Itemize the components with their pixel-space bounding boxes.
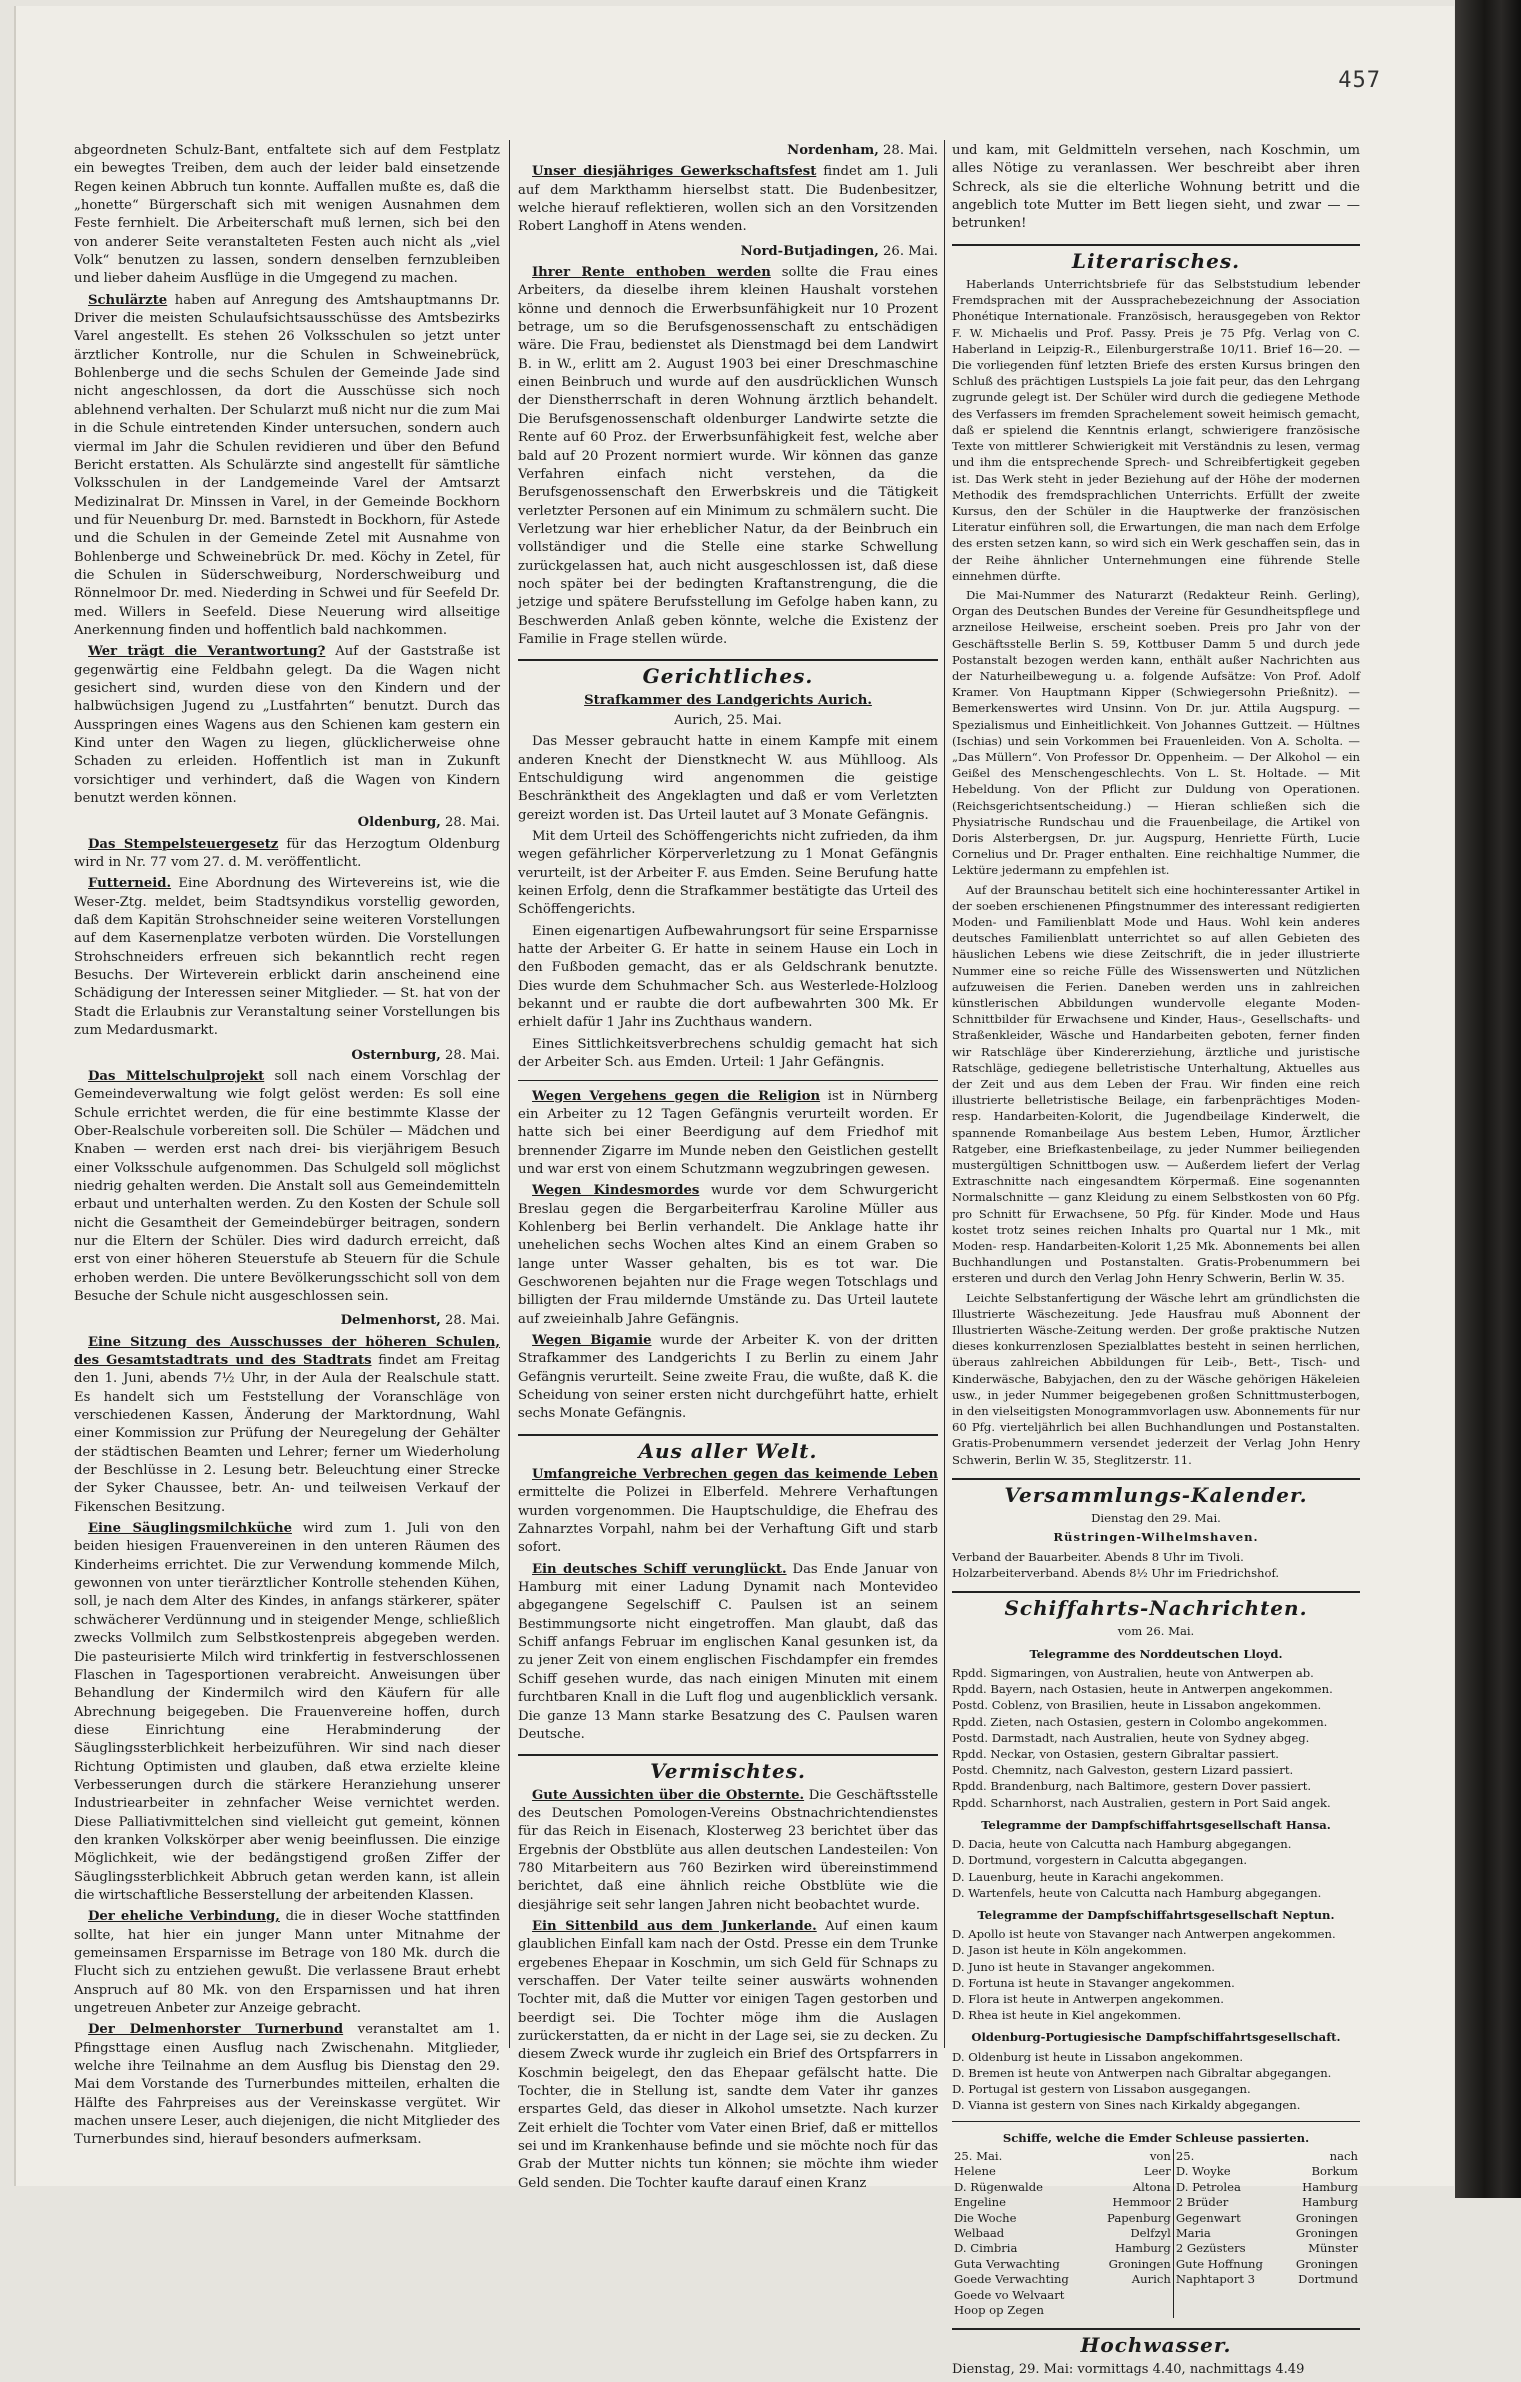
telegram-line: D. Vianna ist gestern von Sines nach Kirkaldy abgegangen. bbox=[952, 2098, 1301, 2113]
table-cell: D. Cimbria bbox=[954, 2241, 1018, 2256]
table-cell: D. Woyke bbox=[1175, 2164, 1231, 2179]
article-lead: Ein deutsches Schiff verunglückt. bbox=[532, 1561, 787, 1577]
table-cell: Welbaad bbox=[954, 2226, 1005, 2241]
calendar-date: Dienstag den 29. Mai. bbox=[1091, 1511, 1221, 1526]
locks-left-date: 25. Mai. bbox=[954, 2148, 1003, 2163]
column-3 bbox=[952, 142, 1360, 2382]
telegram-heading: Telegramme der Dampfschiffahrtsgesellschaft Hansa. bbox=[981, 1817, 1331, 1832]
telegram-heading: Oldenburg-Portugiesische Dampfschiffahrtsgesellschaft. bbox=[971, 2030, 1341, 2045]
table-cell: Groningen bbox=[1295, 2226, 1358, 2241]
telegram-line: D. Flora ist heute in Antwerpen angekommen. bbox=[952, 1992, 1224, 2007]
table-cell: Goede Verwachting bbox=[954, 2272, 1069, 2287]
telegram-heading: Telegramme des Norddeutschen Lloyd. bbox=[1029, 1646, 1283, 1661]
telegram-line: D. Portugal ist gestern von Lissabon ausgegangen. bbox=[952, 2082, 1251, 2097]
dateline-date: 28. Mai. bbox=[883, 143, 938, 158]
table-cell: Leer bbox=[1093, 2164, 1174, 2179]
telegram-list bbox=[952, 2049, 1360, 2114]
shipping-date: vom 26. Mai. bbox=[1117, 1624, 1195, 1639]
book-binding bbox=[1455, 0, 1521, 2198]
table-cell: 2 Gezüsters bbox=[1175, 2241, 1246, 2256]
article-text bbox=[518, 1088, 938, 1180]
telegram-line: Rpdd. Bayern, nach Ostasien, heute in Antwerpen angekommen. bbox=[952, 1682, 1333, 1697]
article-text: Eines Sittlichkeitsverbrechens schuldig gemacht hat sich der Arbeiter Sch. aus Emden. Urteil: 1 Jahr Gefängnis. bbox=[518, 1036, 938, 1071]
page-number: 457 bbox=[1338, 68, 1381, 93]
table-cell: Münster bbox=[1308, 2241, 1358, 2256]
article-body: haben auf Anregung des Amtshauptmanns Dr. Driver die meisten Schulaufsichtsausschüsse des Amtsbezirks Varel angestellt. Es stehen 26 Volksschulen so jetzt unter ärztlicher Kontrolle, nur die Schulen in Schweinebrück, Bohlenberge und die sechs Schulen der Gemeinde Jade sind nicht angeschlossen, da dort die Ausschüsse sich noch ablehnend verhalten. Der Schularzt muß nicht nur die zum Mai in die Schule eintretenden Kinder untersuchen, sondern auch viermal im Jahr die Schulen revidieren und über den Befund Bericht erstatten. Als Schulärzte sind angestellt für sämtliche Volksschulen in der Landgemeinde Varel der Amtsarzt Medizinalrat Dr. Minssen in Varel, in der Gemeinde Bockhorn und für Neuenburg Dr. med. Barnstedt in Bockhorn, für Astede und die Schulen in der Gemeinde Zetel mit Ausnahme von Bohlenberge und Schweinebrück Dr. med. Köchy in Zetel, für die Schulen in Süderschweiburg, Norderschweiburg und Rönnelmoor Dr. med. Niederding in Schwei und für Seefeld Dr. med. Willers in Seefeld. Diese Neuerung wird allseitige Anerkennung finden und hoffentlich bald nachkommen. bbox=[74, 292, 500, 638]
telegram-line: D. Rhea ist heute in Kiel angekommen. bbox=[952, 2008, 1182, 2023]
article-body: Auf der Gaststraße ist gegenwärtig eine Feldbahn gelegt. Da die Wagen nicht gesichert sind, wurden diese von den Kindern und der halbwüchsigen Jugend zu „Lustfahrten“ benutzt. Durch das Ausspringen eines Wagens aus den Schienen kam gestern ein Kind unter den Wagen zu liegen, glücklicherweise ohne Schaden zu erleiden. Hoffentlich ist man in Zukunft vorsichtiger und verhindert, daß die Wagen von Kindern benutzt werden können. bbox=[74, 644, 500, 807]
article-text bbox=[74, 875, 500, 1040]
article-body: soll nach einem Vorschlag der Gemeindeverwaltung wie folgt gelöst werden: Es soll eine Schule errichtet werden, die für eine bestimmte Klasse der Ober-Realschule vorbereiten soll. Die Schüler — Mädchen und Knaben — werden erst nach drei- bis vierjährigem Besuch einer Volksschule aufgenommen. Das Schulgeld soll möglichst niedrig gehalten werden. Die Anstalt soll aus Gemeindemitteln erbaut und unterhalten werden. Zu den Kosten der Schule soll nicht die Gesamtheit der Gemeindebürger beitragen, sondern nur die Eltern der Schüler. Dies wird dadurch erreicht, daß erst von einer höheren Steuerstufe ab Steuern für die Schule erhoben werden. Die untere Bevölkerungsschicht soll von dem Besuche der Schule nicht ausgeschlossen sein. bbox=[74, 1068, 500, 1304]
telegram-line: Postd. Chemnitz, nach Galveston, gestern Lizard passiert. bbox=[952, 1763, 1294, 1778]
column-2 bbox=[518, 142, 938, 2196]
article-text bbox=[74, 1334, 500, 1517]
telegram-line: D. Jason ist heute in Köln angekommen. bbox=[952, 1943, 1187, 1958]
article-lead: Der eheliche Verbindung, bbox=[88, 1909, 280, 1925]
column-rule bbox=[509, 140, 510, 2048]
article-lead: Wegen Kindesmordes bbox=[532, 1183, 700, 1199]
table-row bbox=[952, 2180, 1360, 2195]
article-lead: Das Stempelsteuergesetz bbox=[88, 836, 279, 852]
article-text bbox=[74, 2021, 500, 2149]
table-row bbox=[952, 2303, 1360, 2318]
article-text: und kam, mit Geldmitteln versehen, nach Koschmin, um alles Nötige zu veranlassen. Wer beschreibt aber ihren Schreck, als sie die elterliche Wohnung betritt und die angeblich tote Mutter im Bett liegen sieht, und zwar — — betrunken! bbox=[952, 143, 1360, 232]
table-cell: Engeline bbox=[954, 2195, 1006, 2210]
article-body: wurde vor dem Schwurgericht Breslau gegen die Bergarbeiterfrau Karoline Müller aus Kohlenberg bei Berlin verhandelt. Die Anklage hatte ihr unehelichen sechs Wochen altes Kind an einem Graben so lange unter Wasser gehalten, bis es tot war. Die Geschworenen bejahten nur die Frage wegen Totschlags und billigten der Frau mildernde Umstände zu. Das Urteil lautete auf zweieinhalb Jahre Gefängnis. bbox=[518, 1183, 938, 1327]
table-row bbox=[952, 2226, 1360, 2241]
telegram-line: D. Wartenfels, heute von Calcutta nach Hamburg abgegangen. bbox=[952, 1885, 1322, 1900]
dateline bbox=[518, 243, 938, 261]
article-text bbox=[518, 1332, 938, 1424]
article-lead: Der Delmenhorster Turnerbund bbox=[88, 2022, 344, 2038]
table-cell bbox=[1173, 2288, 1281, 2303]
telegram-line: Postd. Darmstadt, nach Australien, heute von Sydney abgeg. bbox=[952, 1730, 1310, 1745]
article-body: die in dieser Woche stattfinden sollte, hat hier ein junger Mann unter Mitnahme der gemeinsamen Ersparnisse im Betrage von 180 Mk. durch die Flucht sich zu entziehen gewußt. Die verlassene Braut erhebt Anspruch auf 80 Mk. von den Ersparnissen und hat ihren ungetreuen Anbeter zur Anzeige gebracht. bbox=[74, 1909, 500, 2017]
table-cell: Groningen bbox=[1295, 2256, 1358, 2271]
table-cell: Hamburg bbox=[1302, 2195, 1358, 2210]
review-text: Auf der Braunschau betitelt sich eine hochinteressanter Artikel in der soeben erschienenen Pfingstnummer des interessant redigierten Moden- und Familienblatt Mode und Haus. Wohl kein anderes deutsches Familienblatt unterrichtet so auf allen Gebieten des häuslichen Lebens wie diese Zeitschrift, die in jeder illustrierte Nummer eine so reiche Fülle des Wissenswerten und Nützlichen aufzuweisen die Ferien. Daneben werden uns in zahlreichen künstlerischen Abbildungen wundervolle elegante Moden-Schnittbilder für Erwachsene und Kinder, Haus-, Gesellschafts- und Straßenkleider, Wäsche und Handarbeiten geboten, ferner finden wir Ratschläge über Kindererziehung, ärztliche und juristische Ratschläge, gediegene belletristische Unterhaltung, Aktuelles aus der Zeit und aus dem Leben der Frau. Wir finden eine reich illustrierte belletristische Beilage, ein farbenprächtiges Moden- resp. Handarbeiten-Kolorit, die Jugendbeilage Kinderwelt, die spannende Romanbeilage Aus bestem Leben, Humor, Ärztlicher Ratgeber, eine Briefkastenbeilage, zu jeder Nummer beiliegenden mustergültigen Schnittbogen usw. — Außerdem liefert der Verlag Extraschnitte nach eingesandtem Körpermaß. Eine sogenannten Normalschnitte — ganz Kleidung zu einem Selbstkosten von 60 Pfg. pro Schnitt für Erwachsene, 50 Pfg. für Kinder. Mode und Haus kostet trotz seines reichen Inhalts pro Quartal nur 1 Mk., mit Moden- resp. Handarbeiten-Kolorit 1,25 Mk. Abonnements bei allen Buchhandlungen und Postanstalten. Gratis-Probenummern bei ersteren und durch den Verlag John Henry Schwerin, Berlin W. 35. bbox=[952, 882, 1360, 1286]
article-lead: Futterneid. bbox=[88, 876, 172, 892]
dateline bbox=[518, 142, 938, 160]
calendar-place: Rüstringen-Wilhelmshaven. bbox=[1053, 1530, 1259, 1545]
article-body: Auf einen kaum glaublichen Einfall kam nach der Ostd. Presse ein dem Trunke ergebenes Ehepaar in Koschmin, um sich Geld für Schnaps zu verschaffen. Der Vater teilte seiner auswärts wohnenden Tochter mit, daß die Mutter vor einigen Tagen gestorben und beerdigt sei. Die Tochter möge ihm die Auslagen zurückerstatten, da er nicht in der Lage sei, sie zu decken. Zu diesem Zweck wurde ihr zugleich ein Brief des Ortspfarrers in Koschmin beigelegt, den das Ehepaar gefälscht hatte. Die Tochter, die in Stellung ist, sandte dem Vater ihr ganzes erspartes Geld, das dieser in Alkohol umsetzte. Nach kurzer Zeit erhielt die Tochter vom Vater einen Brief, daß er mittellos sei und im Krankenhause befinde und sie möchte noch für das Grab der Mutter nichts tun können; sie möchte ihm wieder Geld senden. Die Tochter kaufte darauf einen Kranz bbox=[518, 1918, 938, 2191]
article-body: findet am Freitag den 1. Juni, abends 7½ Uhr, in der Aula der Realschule statt. Es handelt sich um Feststellung der Voranschläge von verschiedenen Kassen, Änderung der Marktordnung, Wahl einer Kommission zur Prüfung der Neuregelung der Gehälter der städtischen Beamten und Lehrer; ferner um Wiederholung der Beschlüsse in 2. Lesung betr. Beleuchtung einer Strecke der Syker Chaussee, betr. An- und teilweisen Verkauf der Fikenschen Besitzung. bbox=[74, 1353, 500, 1515]
article-lead: Ihrer Rente enthoben werden bbox=[532, 265, 771, 281]
table-cell: Naphtaport 3 bbox=[1175, 2272, 1256, 2287]
dateline bbox=[74, 814, 500, 832]
telegram-line: D. Apollo ist heute von Stavanger nach Antwerpen angekommen. bbox=[952, 1927, 1336, 1942]
telegram-line: Rpdd. Scharnhorst, nach Australien, gestern in Port Said angek. bbox=[952, 1795, 1331, 1810]
article-lead: Eine Säuglingsmilchküche bbox=[88, 1521, 292, 1537]
dateline bbox=[74, 1047, 500, 1065]
table-row bbox=[952, 2272, 1360, 2287]
article-text bbox=[74, 643, 500, 808]
table-cell: Delfzyl bbox=[1093, 2226, 1174, 2241]
dateline-date: 26. Mai. bbox=[883, 243, 938, 259]
dateline-date: 28. Mai. bbox=[445, 1047, 500, 1063]
table-row bbox=[952, 2257, 1360, 2272]
article-text bbox=[74, 1520, 500, 1905]
article-lead: Umfangreiche Verbrechen gegen das keimende Leben bbox=[532, 1467, 938, 1483]
locks-heading: Schiffe, welche die Emder Schleuse passierten. bbox=[1002, 2130, 1310, 2145]
table-cell bbox=[1093, 2303, 1174, 2318]
table-row bbox=[952, 2288, 1360, 2303]
article-body: veranstaltet am 1. Pfingsttage einen Ausflug nach Zwischenahn. Mitglieder, welche ihre Teilnahme an dem Ausflug bis Dienstag den 29. Mai dem Vorstande des Turnerbundes mitteilen, erhalten die Hälfte des Fahrpreises aus der Vereinskasse vergütet. Wir machen unsere Leser, auch diejenigen, die nicht Mitglieder des Turnerbundes sind, hierauf besonders aufmerksam. bbox=[74, 2022, 500, 2148]
article-text bbox=[518, 1787, 938, 1915]
review-text: Leichte Selbstanfertigung der Wäsche lehrt am gründlichsten die Illustrierte Wäschezeitung. Jede Hausfrau muß Abonnent der Illustrierten Wäsche-Zeitung werden. Der große praktische Nutzen dieses konkurrenzlosen Spezialblattes besteht in seinen herrlichen, überaus zahlreichen Abbildungen für Leib-, Bett-, Tisch- und Kinderwäsche, Babyjachen, den zu der Wäsche gehörigen Häkeleien usw., in jeder Nummer beigegebenen großen Schnittmusterbogen, in den vielseitigsten Monogrammvorlagen usw. Abonnements für nur 60 Pfg. vierteljährlich bei allen Buchhandlungen und Postanstalten. Gratis-Probenummern versendet jederzeit der Verlag John Henry Schwerin, Berlin W. 35, Steglitzerstr. 11. bbox=[952, 1290, 1360, 1467]
divider bbox=[518, 1080, 938, 1081]
table-cell: Aurich bbox=[1093, 2272, 1174, 2287]
telegram-heading: Telegramme der Dampfschiffahrtsgesellschaft Neptun. bbox=[977, 1907, 1335, 1922]
section-heading-misc: Vermischtes. bbox=[518, 1754, 938, 1780]
table-cell: Gute Hoffnung bbox=[1175, 2256, 1263, 2271]
table-row bbox=[952, 2164, 1360, 2179]
table-row bbox=[952, 2241, 1360, 2256]
dateline-date: 28. Mai. bbox=[445, 1313, 500, 1329]
table-cell: Hamburg bbox=[1093, 2241, 1174, 2256]
calendar-entry: Holzarbeiterverband. Abends 8½ Uhr im Friedrichshof. bbox=[952, 1565, 1280, 1580]
article-text bbox=[74, 836, 500, 873]
review-text: Haberlands Unterrichtsbriefe für das Selbststudium lebender Fremdsprachen mit der Aussprachebezeichnung der Association Phonétique Internationale. Französisch, herausgegeben von Rektor F. W. Michaelis und Prof. Passy. Preis je 75 Pfg. Verlag von C. Haberland in Leipzig-R., Eilenburgerstraße 10/11. Brief 16—20. — Die vorliegenden fünf letzten Briefe des ersten Kursus bringen den Schluß des prächtigen Lustspiels La joie fait peur, das den Lehrgang zugrunde gelegt ist. Der Schüler wird durch die gediegene Methode des Verfassers im fremden Sprachelement soweit heimisch gemacht, daß er spielend die Kenntnis erlangt, schwierigere französische Texte von mittlerer Schwierigkeit mit Verständnis zu lesen, vermag und ihm die entsprechende Sprech- und Schreibfertigkeit gegeben ist. Das Werk steht in jeder Beziehung auf der Höhe der modernen Methodik des fremdsprachlichen Unterrichts. Erfüllt der zweite Kursus, den der Schüler in die Hauptwerke der französischen Literatur einführen soll, die Erwartungen, die man nach dem Erfolge des ersten setzen kann, so wird sich ein Werk geschaffen sein, das in der Reihe ähnlicher Unternehmungen eine führende Stelle einnehmen dürfte. bbox=[952, 277, 1360, 583]
table-cell: D. Rügenwalde bbox=[954, 2179, 1044, 2194]
article-text: Einen eigenartigen Aufbewahrungsort für seine Ersparnisse hatte der Arbeiter G. Er hatte in seinem Hause ein Loch in den Fußboden gemacht, das er als Geldschrank benutzte. Dies wurde dem Schuhmacher Sch. aus Westerlede-Holzloog bekannt und er raubte die dort aufbewahrten 300 Mk. Er erhielt dafür 1 Jahr ins Zuchthaus wandern. bbox=[518, 923, 938, 1031]
article-lead: Das Mittelschulprojekt bbox=[88, 1068, 265, 1084]
dateline-place: Oldenburg, bbox=[357, 815, 441, 831]
table-cell: Gegenwart bbox=[1175, 2210, 1241, 2225]
table-cell: Groningen bbox=[1093, 2257, 1174, 2272]
locks-right-date: 25. bbox=[1175, 2148, 1195, 2163]
table-cell: Hamburg bbox=[1302, 2179, 1358, 2194]
telegram-line: Rpdd. Brandenburg, nach Baltimore, gestern Dover passiert. bbox=[952, 1779, 1312, 1794]
dateline-place: Osternburg, bbox=[351, 1047, 441, 1063]
telegram-line: Rpdd. Sigmaringen, von Australien, heute von Antwerpen ab. bbox=[952, 1665, 1314, 1680]
high-water-times: Dienstag, 29. Mai: vormittags 4.40, nachmittags 4.49 bbox=[952, 2361, 1305, 2377]
column-1 bbox=[74, 142, 500, 2153]
article-body: für das Herzogtum Oldenburg wird in Nr. 77 vom 27. d. M. veröffentlicht. bbox=[74, 836, 500, 871]
table-header-row bbox=[952, 2149, 1360, 2164]
article-lead: Unser diesjähriges Gewerkschaftsfest bbox=[532, 164, 817, 180]
article-text: Das Messer gebraucht hatte in einem Kampfe mit einem anderen Knecht der Dienstknecht W. aus Mühlloog. Als Entschuldigung wird angenommen die geistige Beschränktheit des Angeklagten und daß er vom Verletzten gereizt worden ist. Das Urteil lautet auf 3 Monate Gefängnis. bbox=[518, 734, 938, 823]
table-cell: Hoop op Zegen bbox=[954, 2303, 1044, 2318]
article-lead: Schulärzte bbox=[88, 292, 168, 308]
dateline-date: 25. Mai. bbox=[726, 712, 782, 728]
table-cell bbox=[1282, 2288, 1360, 2303]
article-body: Das Ende Januar von Hamburg mit einer Ladung Dynamit nach Montevideo abgegangene Segelschiff C. Paulsen ist an seinem Bestimmungsorte nicht eingetroffen. Man glaubt, daß das Schiff anfangs Februar im englischen Kanal gesunken ist, da zu jener Zeit von einem englischen Fischdampfer ein fremdes Schiff gesehen wurde, das nach einigen Minuten mit einem furchtbaren Knall in die Luft flog und augenblicklich versank. Die ganze 13 Mann starke Besatzung des C. Paulsen waren Deutsche. bbox=[518, 1561, 939, 1742]
article-body: sollte die Frau eines Arbeiters, da dieselbe ihrem kleinen Haushalt vorstehen könne und dennoch die Erwerbsunfähigkeit nur 10 Prozent betrage, um so die Berufsgenossenschaft zu entschädigen wäre. Die Frau, bedienstet als Dienstmagd bei dem Landwirt B. in W., erlitt am 2. August 1903 bei einer Dreschmaschine einen Beinbruch und wurde auf den ausdrücklichen Wunsch der Dienstherrschaft in deren Wohnung ärztlich behandelt. Die Berufsgenossenschaft oldenburger Landwirte setzte die Rente auf 60 Proz. der Erwerbsunfähigkeit fest, welche aber bald auf 20 Prozent normiert wurde. Wir können das ganze Verfahren einfach nicht verstehen, da die Berufsgenossenschaft den Erwerbskreis und die Tätigkeit verletzter Personen auf ein Minimum zu schmälern sucht. Die Verletzung war hier erheblicher Natur, da der Beinbruch ein vollständiger und die Stelle eine starke Schwellung zurückgelassen hat, auch nicht ausgeschlossen ist, daß diese noch später bei der bedingten Kraftanstrengung, die die jetzige und spätere Berufsstellung im Gefolge haben kann, zu Beschwerden Anlaß geben könnte, welche die Existenz der Familie in Frage stellen würde. bbox=[518, 265, 939, 647]
article-lead: Gute Aussichten über die Obsternte. bbox=[532, 1787, 805, 1803]
telegram-list bbox=[952, 1926, 1360, 2023]
telegram-line: Rpdd. Zieten, nach Ostasien, gestern in Colombo angekommen. bbox=[952, 1714, 1328, 1729]
divider bbox=[952, 2121, 1360, 2122]
article-body: Die Geschäftsstelle des Deutschen Pomologen-Vereins Obstnachrichtendienstes für das Reich in Eisenach, Klosterweg 23 berichtet über das Ergebnis der Obstblüte aus allen deutschen Landesteilen: Von 780 Mitarbeitern aus 760 Bezirken wird übereinstimmend berichtet, daß eine ähnlich reiche Obstblüte wie die diesjährige seit sehr langen Jahren nicht beobachtet wurde. bbox=[518, 1787, 938, 1913]
article-text bbox=[74, 1068, 500, 1306]
table-cell: Guta Verwachting bbox=[954, 2256, 1060, 2271]
article-text bbox=[518, 1466, 938, 1558]
article-text: Mit dem Urteil des Schöffengerichts nicht zufrieden, da ihm wegen gefährlicher Körperverletzung zu 1 Monat Gefängnis verurteilt, ist der Arbeiter F. aus Emden. Seine Berufung hatte keinen Erfolg, denn die Strafkammer bestätigte das Urteil des Schöffengerichts. bbox=[518, 829, 938, 918]
calendar-entry: Verband der Bauarbeiter. Abends 8 Uhr im Tivoli. bbox=[952, 1549, 1244, 1564]
telegram-line: Postd. Coblenz, von Brasilien, heute in Lissabon angekommen. bbox=[952, 1698, 1322, 1713]
article-body: wurde der Arbeiter K. von der dritten Strafkammer des Landgerichts I zu Berlin zu einem Jahr Gefängnis verurteilt. Seine zweite Frau, die wußte, daß K. die Scheidung von seiner ersten nicht durchgeführt hatte, erhielt sechs Monate Gefängnis. bbox=[518, 1332, 938, 1422]
column-rule bbox=[944, 140, 945, 2048]
table-cell: Groningen bbox=[1295, 2210, 1358, 2225]
locks-right-col: nach bbox=[1329, 2148, 1358, 2163]
telegram-line: D. Fortuna ist heute in Stavanger angekommen. bbox=[952, 1975, 1235, 1990]
locks-table bbox=[952, 2149, 1360, 2318]
telegram-line: D. Dacia, heute von Calcutta nach Hamburg abgegangen. bbox=[952, 1837, 1292, 1852]
table-cell: Dortmund bbox=[1298, 2272, 1358, 2287]
article-text bbox=[518, 264, 938, 649]
table-cell: Die Woche bbox=[954, 2210, 1017, 2225]
article-body: findet am 1. Juli auf dem Markthamm hierselbst statt. Die Budenbesitzer, welche hierauf reflektieren, wollen sich an den Vorsitzenden Robert Langhoff in Atens wenden. bbox=[518, 164, 938, 235]
article-text: abgeordneten Schulz-Bant, entfaltete sich auf dem Festplatz ein bewegtes Treiben, dem auch der leider bald einsetzende Regen keinen Abbruch tun konnte. Auffallen mußte es, daß die „honette“ Bürgerschaft sich mit wenigen Ausnahmen dem Feste fernhielt. Die Arbeiterschaft muß lernen, sich bei den von anderer Seite veranstalteten Festen auch nicht als „viel Volk“ benutzen zu lassen, sondern denselben fernzubleiben und lieber daheim Ausflüge in die Umgegend zu machen. bbox=[74, 143, 500, 287]
article-body: Eine Abordnung des Wirtevereins ist, wie die Weser-Ztg. meldet, beim Stadtsyndikus vorstellig geworden, daß dem Kapitän Strohschneider seine weiteren Vorstellungen auf dem Kasernenplatze verboten würden. Die Vorstellungen Strohschneiders erfreuen sich bekanntlich recht regen Besuchs. Der Wirteverein erblickt darin anscheinend eine Schädigung der Interessen seiner Mitglieder. — St. hat von der Stadt die Erlaubnis zur Veranstaltung seiner Vorstellungen bis zum Medardusmarkt. bbox=[74, 876, 500, 1039]
article-lead: Wer trägt die Verantwortung? bbox=[88, 644, 326, 660]
article-lead: Ein Sittenbild aus dem Junkerlande. bbox=[532, 1918, 817, 1934]
article-text bbox=[518, 163, 938, 236]
table-cell bbox=[1093, 2288, 1174, 2303]
section-heading-high-water: Hochwasser. bbox=[952, 2328, 1360, 2354]
table-cell: Maria bbox=[1175, 2226, 1211, 2241]
dateline-place: Aurich, bbox=[674, 712, 723, 728]
table-cell: Hemmoor bbox=[1093, 2195, 1174, 2210]
table-cell: Helene bbox=[954, 2164, 996, 2179]
review-text: Die Mai-Nummer des Naturarzt (Redakteur Reinh. Gerling), Organ des Deutschen Bundes der Vereine für Gesundheitspflege und arzneilose Heilweise, erscheint soeben. Preis pro Jahr von der Geschäftsstelle Berlin S. 59, Kottbuser Damm 5 und durch jede Postanstalt bezogen werden kann, enthält außer Nachrichten aus der Naturheilbewegung u. a. folgende Aufsätze: Von Prof. Adolf Kramer. Von Hauptmann Kipper (Schwiegersohn Prießnitz). — Bemerkenswertes wird Unsinn. Von Dr. jur. Attila Augspurg. — Spezialismus und Einheitlichkeit. Von Johannes Guttzeit. — Hültnes (Ischias) und sein Vorkommen bei Frauenleiden. Von A. Scholta. — „Das Müllern“. Von Professor Dr. Oppenheim. — Der Alkohol — ein Geißel des Menschengeschlechts. Von L. St. Holtade. — Mit Hebeldung. Von der Pflicht zur Duldung von Operationen. (Reichsgerichtsentscheidung.) — Hieran schließen sich die Physiatrische Rundschau und die Frauenbeilage, die Artikel von Doris Alsterbergsen, Dr. jur. Augspurg, Henriette Fürth, Lucie Cornelius und Dr. Prager enthalten. Eine reichhaltige Nummer, die Lektüre jedermann zu empfehlen ist. bbox=[952, 587, 1360, 878]
article-body: wird zum 1. Juli von den beiden hiesigen Frauenvereinen in den unteren Räumen des Kinderheims errichtet. Die zur Verwendung kommende Milch, gewonnen von unter tierärztlicher Kontrolle stehenden Kühen, soll, je nach dem Alter des Kindes, in anfangs stärkerer, später schwächerer Verdünnung und in steigender Menge, schließlich zwecks Vollmilch zum Selbstkostenpreis abgegeben werden. Die pasteurisierte Milch wird trinkfertig in festverschlossenen Flaschen in Tagesportionen verabreicht. Anweisungen über Behandlung der Kindermilch wird den Käufern für alle Abrechnung beigegeben. Die Frauenvereine hoffen, durch diese Einrichtung eine Herabminderung der Säuglingssterblichkeit herbeizuführen. Wir sind nach dieser Richtung Optimisten und glauben, daß etwa erzielte kleine Verbesserungen durch die stärkere Heranziehung unserer Industriearbeiter in zehnfacher Weise vernichtet werden. Diese Palliativmittelchen sind vielleicht gut gemeint, können den kranken Volkskörper aber wenig beeinflussen. Die einzige Möglichkeit, wie der bedängstigend großen Ziffer der Säuglingssterblichkeit Abbruch getan werden kann, ist allein die wirtschaftliche Besserstellung der arbeitenden Klassen. bbox=[74, 1521, 500, 1903]
article-body: ist in Nürnberg ein Arbeiter zu 12 Tagen Gefängnis verurteilt worden. Er hatte sich bei einer Beerdigung auf dem Friedhof mit brennender Zigarre im Munde neben den Geistlichen gestellt und war erst von einem Schutzmann wegzubringen gewesen. bbox=[518, 1088, 938, 1177]
table-cell: Goede vo Welvaart bbox=[954, 2287, 1065, 2302]
dateline-place: Delmenhorst, bbox=[340, 1313, 441, 1329]
table-cell bbox=[1173, 2303, 1281, 2318]
table-row bbox=[952, 2211, 1360, 2226]
dateline-place: Nord-Butjadingen, bbox=[740, 243, 879, 259]
telegram-line: Rpdd. Neckar, von Ostasien, gestern Gibraltar passiert. bbox=[952, 1746, 1279, 1761]
article-text bbox=[74, 1908, 500, 2018]
table-cell bbox=[1282, 2303, 1360, 2318]
telegram-line: D. Oldenburg ist heute in Lissabon angekommen. bbox=[952, 2049, 1244, 2064]
article-text bbox=[518, 1182, 938, 1329]
section-heading-world: Aus aller Welt. bbox=[518, 1434, 938, 1460]
telegram-list bbox=[952, 1665, 1360, 1811]
article-lead: Eine Sitzung des Ausschusses der höheren Schulen, des Gesamtstadtrats und des Stadtrats bbox=[74, 1334, 500, 1368]
telegram-line: D. Juno ist heute in Stavanger angekommen. bbox=[952, 1959, 1215, 1974]
article-text bbox=[518, 1561, 938, 1744]
telegram-line: D. Bremen ist heute von Antwerpen nach Gibraltar abgegangen. bbox=[952, 2066, 1332, 2081]
telegram-list bbox=[952, 1836, 1360, 1901]
article-lead: Wegen Vergehens gegen die Religion bbox=[532, 1088, 821, 1104]
table-cell: D. Petrolea bbox=[1175, 2179, 1241, 2194]
table-cell: Papenburg bbox=[1093, 2211, 1174, 2226]
telegram-line: D. Lauenburg, heute in Karachi angekommen. bbox=[952, 1869, 1224, 1884]
dateline bbox=[518, 712, 938, 730]
dateline-place: Nordenham, bbox=[787, 143, 879, 158]
locks-left-col: von bbox=[1093, 2149, 1174, 2164]
telegram-line: D. Dortmund, vorgestern in Calcutta abgegangen. bbox=[952, 1853, 1248, 1868]
table-cell: Altona bbox=[1093, 2180, 1174, 2195]
table-cell: 2 Brüder bbox=[1175, 2195, 1229, 2210]
section-heading-calendar: Versammlungs-Kalender. bbox=[952, 1478, 1360, 1504]
section-heading-courts: Gerichtliches. bbox=[518, 659, 938, 685]
section-heading-literature: Literarisches. bbox=[952, 244, 1360, 270]
article-lead: Wegen Bigamie bbox=[532, 1332, 652, 1348]
article-text bbox=[518, 1918, 938, 2193]
article-text bbox=[74, 292, 500, 641]
dateline bbox=[74, 1312, 500, 1330]
table-cell: Borkum bbox=[1311, 2164, 1358, 2179]
dateline-date: 28. Mai. bbox=[445, 815, 500, 831]
article-body: ermittelte die Polizei in Elberfeld. Mehrere Verhaftungen wurden vorgenommen. Die Hauptschuldige, die Ehefrau des Zahnarztes Vorpahl, nahm bei der Verhaftung Gift und starb sofort. bbox=[518, 1485, 938, 1556]
section-heading-shipping: Schiffahrts-Nachrichten. bbox=[952, 1591, 1360, 1617]
subheading: Strafkammer des Landgerichts Aurich. bbox=[584, 692, 872, 708]
